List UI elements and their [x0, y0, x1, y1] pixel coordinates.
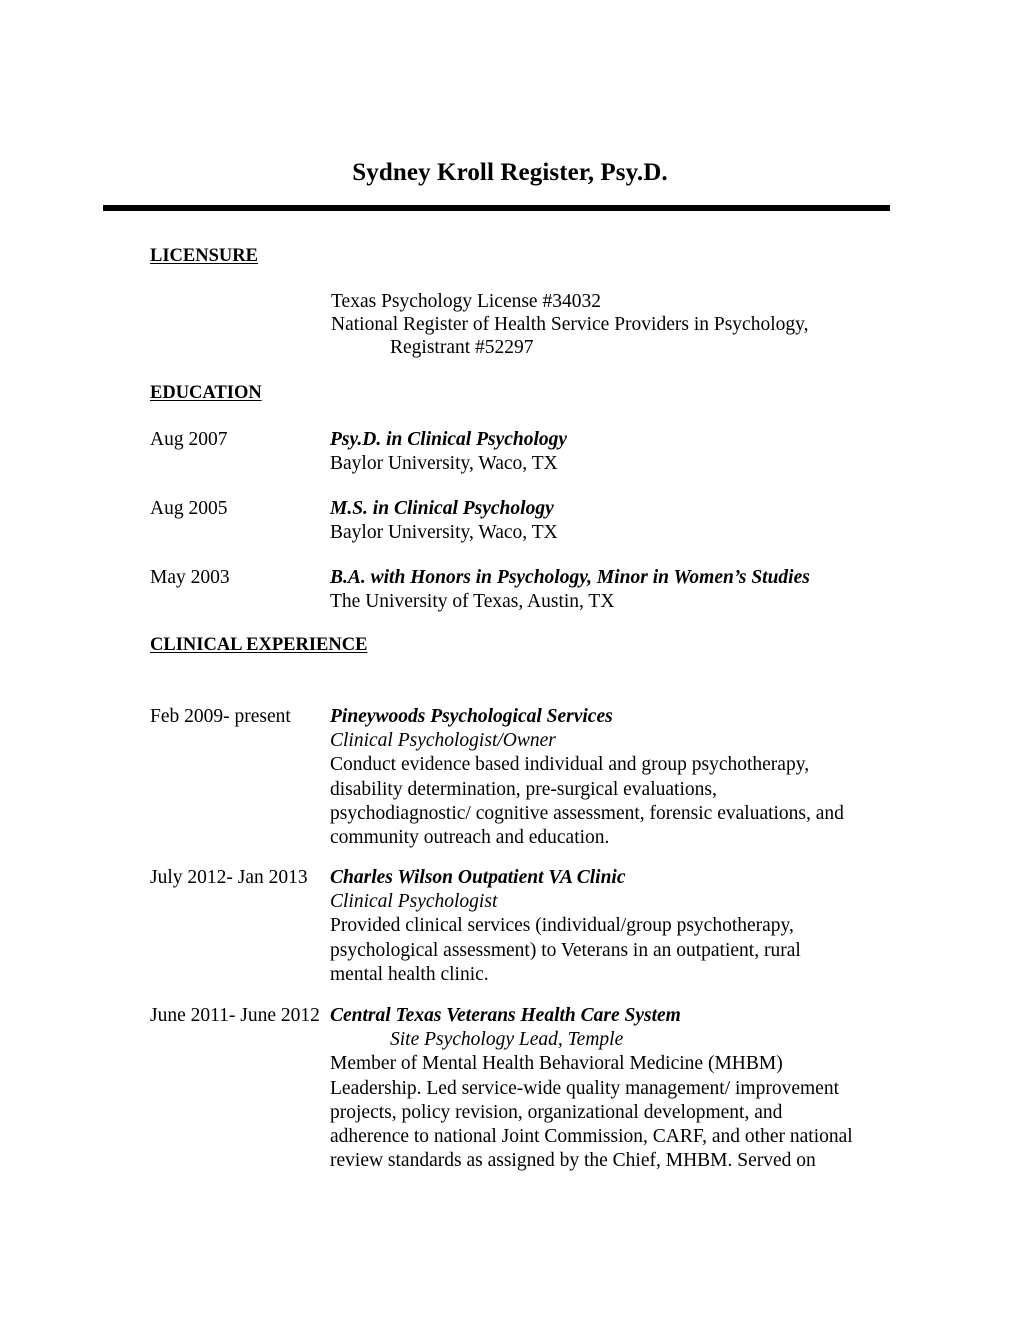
education-entry [330, 497, 890, 545]
experience-description-line: disability determination, pre-surgical evaluations, [330, 778, 717, 800]
experience-description-line: Provided clinical services (individual/group psychotherapy, [330, 915, 794, 937]
licensure-registrant: Registrant #52297 [390, 337, 534, 358]
experience-description-line: mental health clinic. [330, 963, 489, 985]
experience-description-line: Conduct evidence based individual and group psychotherapy, [330, 754, 810, 776]
experience-description [330, 914, 890, 987]
experience-entry [330, 866, 890, 987]
page-title: Sydney Kroll Register, Psy.D. [352, 158, 668, 186]
experience-description [330, 753, 890, 850]
experience-organization: Charles Wilson Outpatient VA Clinic [330, 867, 626, 888]
education-date: Aug 2005 [150, 498, 228, 519]
education-institution: The University of Texas, Austin, TX [330, 591, 615, 613]
experience-description-line: review standards as assigned by the Chief, MHBM. Served on [330, 1150, 816, 1172]
education-entry [330, 428, 890, 476]
experience-description [330, 1052, 930, 1173]
experience-organization: Central Texas Veterans Health Care System [330, 1005, 681, 1026]
experience-date: Feb 2009- present [150, 706, 291, 727]
experience-date: June 2011- June 2012 [150, 1005, 320, 1026]
experience-description-line: psychological assessment) to Veterans in an outpatient, rural [330, 939, 801, 961]
education-degree: B.A. with Honors in Psychology, Minor in Women’s Studies [330, 567, 810, 588]
experience-date: July 2012- Jan 2013 [150, 867, 308, 888]
experience-description-line: psychodiagnostic/ cognitive assessment, forensic evaluations, and [330, 802, 844, 824]
education-date: Aug 2007 [150, 429, 228, 450]
education-date: May 2003 [150, 567, 230, 588]
education-degree: Psy.D. in Clinical Psychology [330, 429, 568, 450]
experience-description-line: community outreach and education. [330, 827, 610, 849]
experience-description-line: adherence to national Joint Commission, CARF, and other national [330, 1126, 853, 1147]
experience-role: Clinical Psychologist/Owner [330, 730, 556, 752]
licensure-line-2: National Register of Health Service Providers in Psychology, [331, 314, 809, 335]
licensure-line-1: Texas Psychology License #34032 [331, 291, 601, 312]
education-entry [330, 566, 930, 614]
experience-entry [330, 705, 890, 850]
section-heading-education: EDUCATION [150, 383, 262, 403]
education-institution: Baylor University, Waco, TX [330, 453, 558, 475]
experience-description-line: projects, policy revision, organizational development, and [330, 1101, 783, 1123]
experience-description-line: Member of Mental Health Behavioral Medicine (MHBM) [330, 1053, 783, 1075]
header-divider [103, 205, 890, 211]
education-degree: M.S. in Clinical Psychology [330, 498, 554, 519]
experience-organization: Pineywoods Psychological Services [330, 706, 613, 727]
education-institution: Baylor University, Waco, TX [330, 522, 558, 544]
section-heading-clinical-experience: CLINICAL EXPERIENCE [150, 635, 368, 655]
experience-role: Site Psychology Lead, Temple [390, 1029, 624, 1050]
experience-description-line: Leadership. Led service-wide quality management/ improvement [330, 1077, 839, 1099]
section-heading-licensure: LICENSURE [150, 246, 258, 266]
experience-role: Clinical Psychologist [330, 891, 498, 913]
